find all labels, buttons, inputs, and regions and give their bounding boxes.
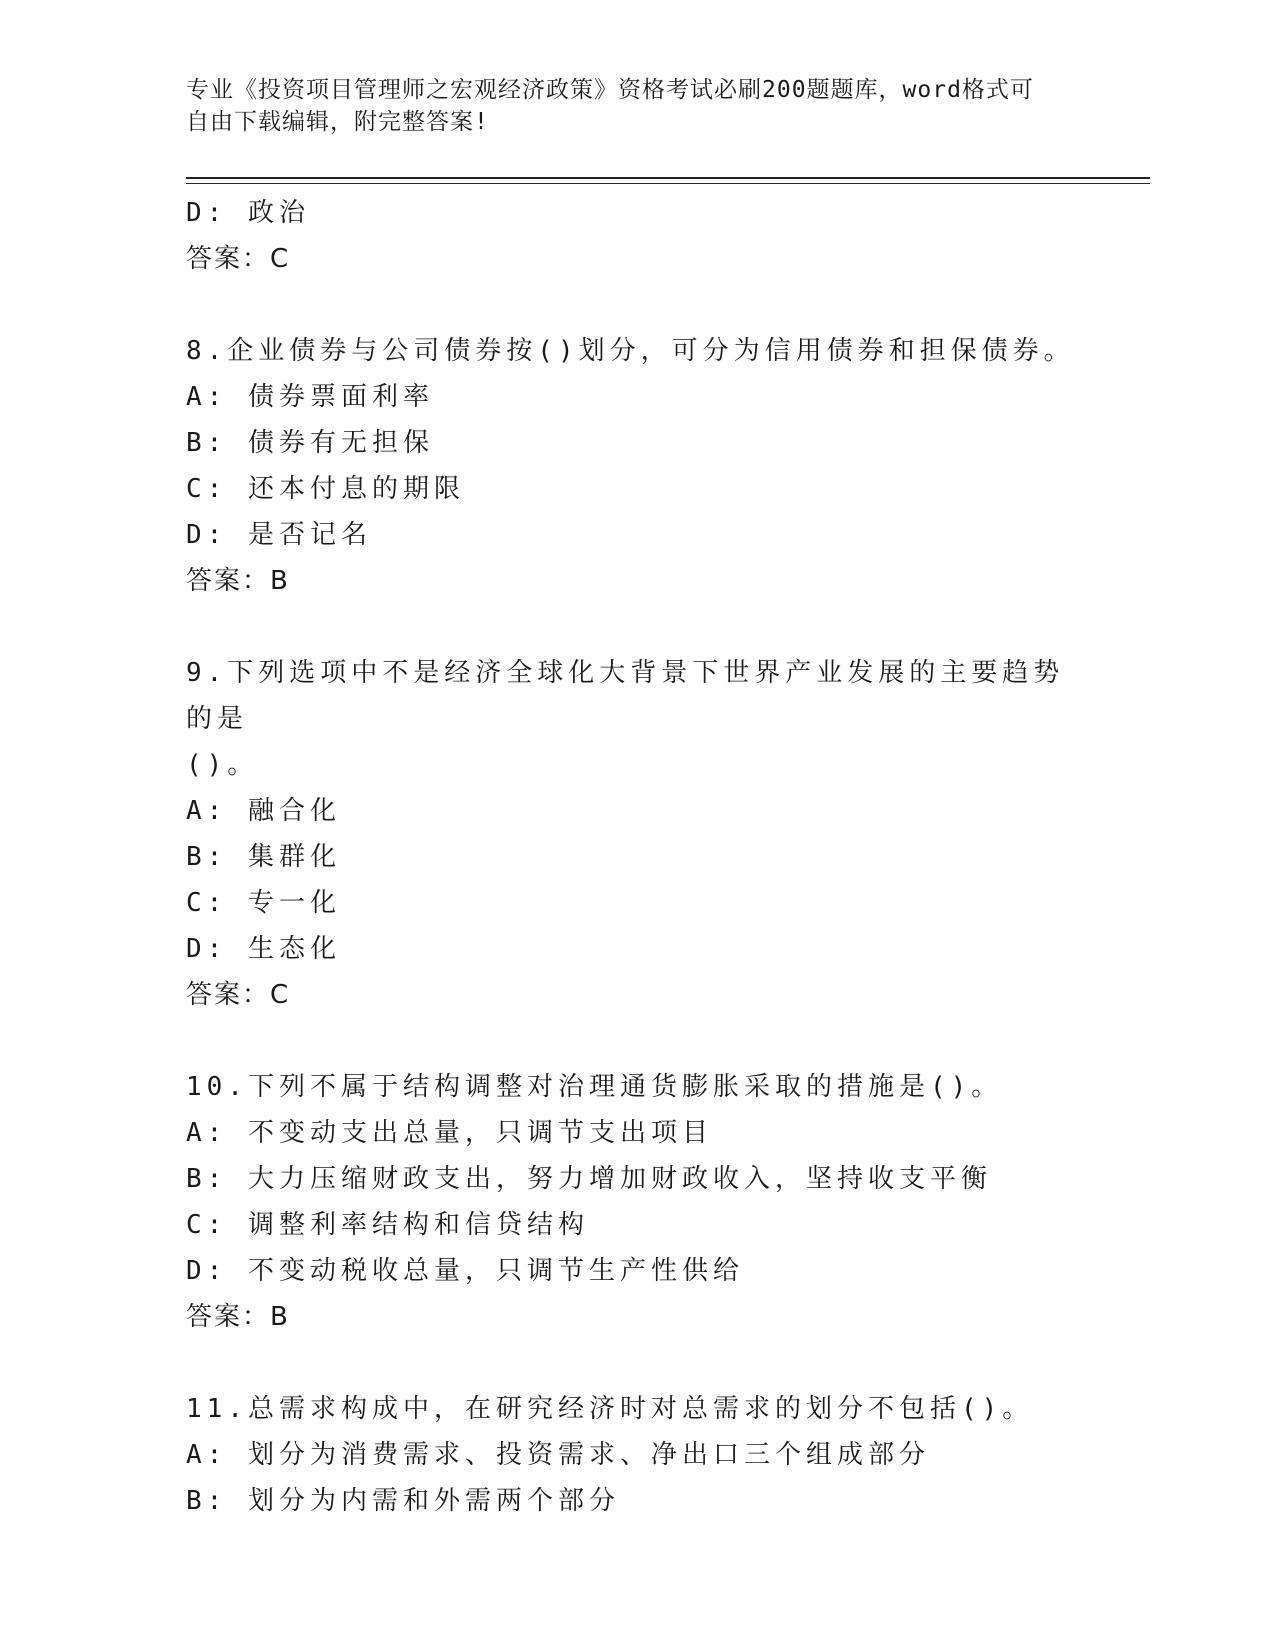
option-d: D: 生态化	[186, 934, 341, 964]
spacer	[186, 1018, 1086, 1064]
answer: 答案：B	[186, 566, 290, 596]
option-d: D: 不变动税收总量，只调节生产性供给	[186, 1256, 744, 1286]
header-divider-thick	[186, 177, 1150, 179]
option-b: B: 债券有无担保	[186, 428, 434, 458]
header-divider-thin	[186, 183, 1150, 184]
question-stem-line-2: ()。	[186, 750, 259, 780]
question-8	[186, 328, 1086, 604]
answer: 答案：B	[186, 1302, 290, 1332]
question-10	[186, 1064, 1086, 1340]
spacer	[186, 1340, 1086, 1386]
option-a: A: 不变动支出总量，只调节支出项目	[186, 1118, 713, 1148]
option-c: C: 还本付息的期限	[186, 474, 465, 504]
option-b: B: 大力压缩财政支出，努力增加财政收入，坚持收支平衡	[186, 1164, 992, 1194]
option-b: B: 划分为内需和外需两个部分	[186, 1486, 620, 1516]
question-11	[186, 1386, 1086, 1524]
question-9	[186, 650, 1086, 1018]
question-stem: 10.下列不属于结构调整对治理通货膨胀采取的措施是()。	[186, 1072, 1003, 1102]
question-list	[186, 190, 1086, 1524]
answer: 答案：C	[186, 244, 291, 274]
question-stem: 8.企业债券与公司债券按()划分，可分为信用债券和担保债券。	[186, 336, 1075, 366]
option-d: D: 政治	[186, 198, 310, 228]
question-stem-line-1: 9.下列选项中不是经济全球化大背景下世界产业发展的主要趋势的是	[186, 658, 1065, 734]
header-title-line-2: 自由下载编辑，附完整答案!	[186, 109, 489, 135]
answer: 答案：C	[186, 980, 291, 1010]
option-a: A: 融合化	[186, 796, 341, 826]
spacer	[186, 282, 1086, 328]
spacer	[186, 604, 1086, 650]
option-a: A: 划分为消费需求、投资需求、净出口三个组成部分	[186, 1440, 930, 1470]
question-7-tail	[186, 190, 1086, 282]
option-a: A: 债券票面利率	[186, 382, 434, 412]
document-header	[186, 74, 1086, 138]
option-b: B: 集群化	[186, 842, 341, 872]
option-d: D: 是否记名	[186, 520, 372, 550]
question-stem: 11.总需求构成中，在研究经济时对总需求的划分不包括()。	[186, 1394, 1034, 1424]
option-c: C: 专一化	[186, 888, 341, 918]
header-title-line-1: 专业《投资项目管理师之宏观经济政策》资格考试必刷200题题库，word格式可	[186, 77, 1034, 103]
option-c: C: 调整利率结构和信贷结构	[186, 1210, 589, 1240]
